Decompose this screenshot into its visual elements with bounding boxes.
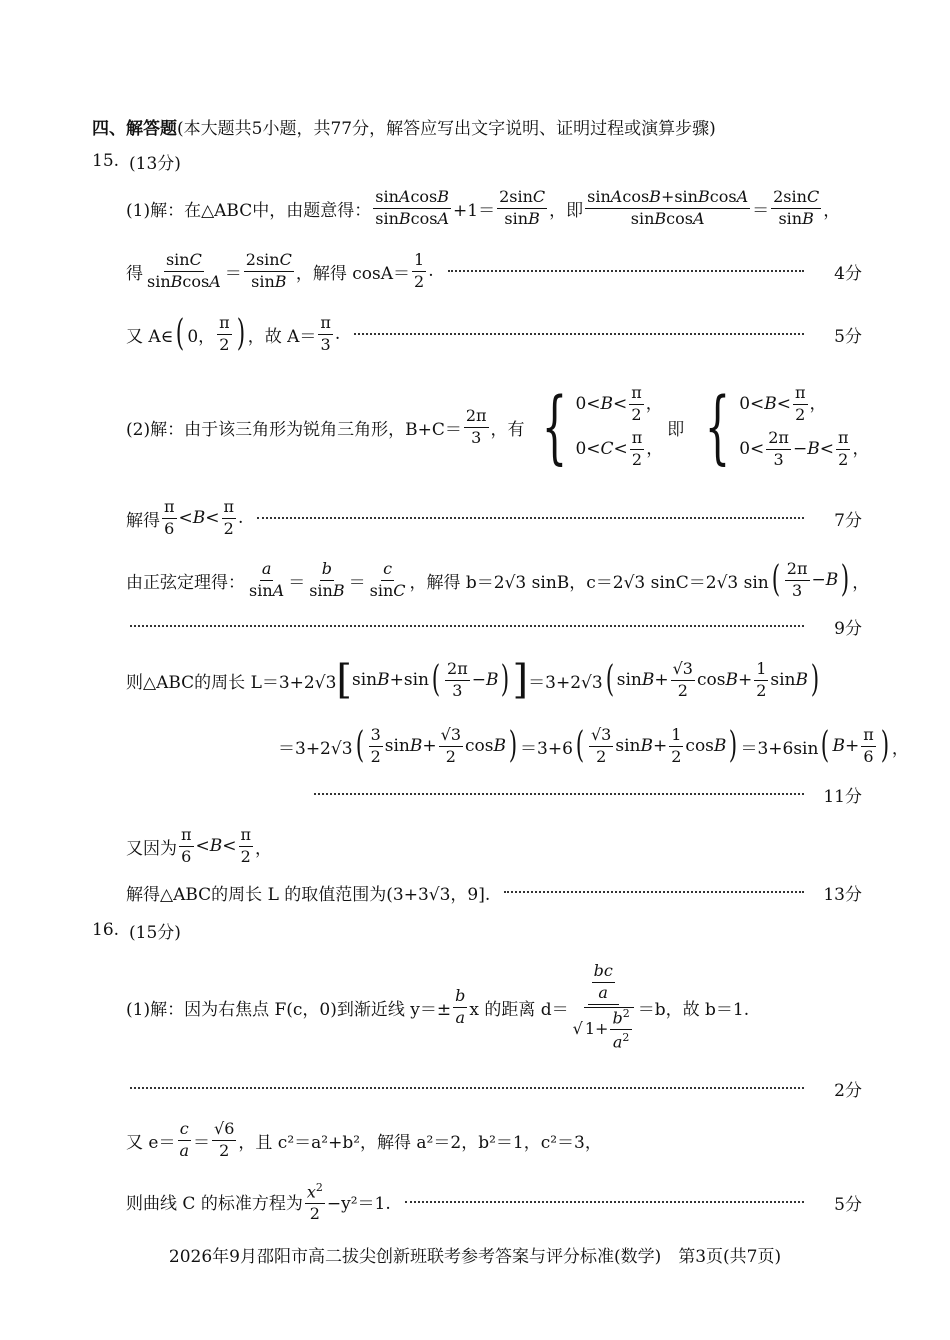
q15-p2-mid: ，解得 cosA＝ — [295, 263, 411, 284]
q15-line2: 得 sinC sinBcosA ＝ 2sinC sinB ，解得 cosA＝ 1 2 . 4分 — [126, 249, 862, 291]
page-footer — [0, 1240, 950, 1268]
leader-dots — [130, 1087, 804, 1089]
leader-dots — [130, 625, 804, 627]
section-title: 四、解答题 — [92, 118, 177, 139]
q16-label: 16. — [92, 920, 120, 940]
q16-p3-prefix: 又 e＝ — [126, 1132, 176, 1153]
leader-dots — [257, 517, 804, 519]
q15-line11: 又因为 π 6 <B< π 2 ， — [126, 824, 273, 866]
score-2: 2分 — [834, 1080, 862, 1101]
q15-line10 — [310, 780, 862, 808]
q15-line8: 则△ABC的周长 L＝3+2√3 [ sinB+sin ( 2π 3 −B ) ] ＝3+2√3 ( sinB+ $\frac{√3}{2}$ cosB+ $\frac{1}{2}$ sinB ) — [126, 657, 820, 703]
q16-p3-end: ，且 c²＝a²+b²，解得 a²＝2，b²＝1，c²＝3， — [238, 1132, 602, 1153]
q15-line9: ＝3+2√3 ( 3 2 sinB+ $\frac{√3}{2}$ cosB ) ＝3+6 ( √3 2 sinB+ $\frac{1}{2}$ cosB ) ＝3+6sin ( B+ $\frac{\pi}{6}$ ) ， — [278, 724, 909, 766]
q15-line5: 解得 π 6 <B< π 2 . 7分 — [126, 496, 862, 538]
q16-p1-prefix: (1)解：因为右焦点 F(c，0)到渐近线 y＝± — [126, 999, 452, 1020]
leader-dots — [504, 891, 804, 893]
q15-p8-prefix: 则△ABC的周长 L＝3+2√3 — [126, 672, 337, 693]
leader-dots — [405, 1201, 804, 1203]
q16-line3: 又 e＝ c a ＝ √6 2 ，且 c²＝a²+b²，解得 a²＝2，b²＝1，c²＝3， — [126, 1118, 602, 1160]
footer-text: 2026年9月邵阳市高二拔尖创新班联考参考答案与评分标准(数学) 第3页(共7页) — [168, 1246, 782, 1267]
q15-p5-prefix: 解得 — [126, 510, 160, 531]
section-header — [92, 112, 950, 140]
score-9: 9分 — [834, 618, 862, 639]
section-note: (本大题共5小题，共77分，解答应写出文字说明、证明过程或演算步骤) — [177, 118, 716, 139]
leader-dots — [314, 793, 804, 795]
score-5: 5分 — [834, 326, 862, 347]
q16-line4: 则曲线 C 的标准方程为 $x^2$ 2 −y²＝1. 5分 — [126, 1180, 862, 1223]
q16-line2 — [126, 1074, 862, 1102]
q15-p3-mid: ，故 A＝ — [247, 326, 317, 347]
q16-p1-end: ＝b，故 b＝1. — [637, 999, 750, 1020]
score-13: 13分 — [823, 884, 862, 905]
q15-line3: 又 A∈ ( 0， π 2 ) ，故 A＝ π 3 . 5分 — [126, 312, 862, 354]
q15-p2-prefix: 得 — [126, 263, 143, 284]
q15-score: (13分) — [129, 153, 181, 174]
q15-label: 15. — [92, 151, 120, 171]
q16-p4-end: −y²＝1. — [326, 1194, 391, 1215]
q15-header — [92, 147, 950, 175]
q15-p4-ji: 即 — [667, 419, 685, 440]
score-7: 7分 — [834, 510, 862, 531]
q15-line6: 由正弦定理得： a sinA ＝ b sinB ＝ c sinC ，解得 b＝2√3 sinB，c＝2√3 sinC＝2√3 sin ( 2π 3 −B ) ， — [126, 558, 870, 600]
q15-line12 — [126, 878, 862, 906]
q15-line7 — [126, 612, 862, 640]
q15-p6-mid: ，解得 b＝2√3 sinB，c＝2√3 sinC＝2√3 sin — [409, 572, 769, 593]
q15-p1-mid: ，即 — [549, 200, 584, 221]
score-4: 4分 — [834, 263, 862, 284]
q15-p1-prefix: (1)解：在△ABC中，由题意得： — [126, 200, 372, 221]
q15-p11-prefix: 又因为 — [126, 838, 177, 859]
q16-header — [92, 916, 950, 944]
q15-line4: (2)解：由于该三角形为锐角三角形，B+C＝ 2π 3 ，有 { 0<B< $\frac{\pi}{2}$ ， 0<C< $\frac{\pi}{2}$ ， 即 { 0<B< $\frac{\pi}{2}$ ， 0< $\frac{2\pi}{3}$ −B< $\frac{\pi}{2}$ ， — [126, 380, 870, 473]
q16-score: (15分) — [129, 922, 181, 943]
q15-line1: (1)解：在△ABC中，由题意得： sinAcosB sinBcosA +1＝ 2sinC sinB ，即 sinAcosB+sinBcosA sinBcosA ＝ 2sinC sinB ， — [126, 186, 841, 228]
q16-p4-prefix: 则曲线 C 的标准方程为 — [126, 1194, 303, 1215]
score-5b: 5分 — [834, 1194, 862, 1215]
q16-p1-mid: x 的距离 d＝ — [469, 999, 569, 1020]
score-11: 11分 — [823, 786, 862, 807]
leader-dots — [354, 333, 804, 335]
q15-p3-text: 又 A∈ — [126, 326, 174, 347]
q15-range: 解得△ABC的周长 L 的取值范围为(3+3√3，9]. — [126, 884, 491, 905]
q15-p4-prefix: (2)解：由于该三角形为锐角三角形，B+C＝ — [126, 419, 462, 440]
q16-line1: (1)解：因为右焦点 F(c，0)到渐近线 y＝± $\frac{b}{a}$ x 的距离 d＝ $\frac{bc}{a}$ √ 1+ $\frac{b^2}{a^2}$ ＝b，故 b＝1. — [126, 961, 750, 1052]
q15-p6-prefix: 由正弦定理得： — [126, 572, 245, 593]
leader-dots — [448, 270, 804, 272]
q15-p4-mid: ，有 — [490, 419, 525, 440]
